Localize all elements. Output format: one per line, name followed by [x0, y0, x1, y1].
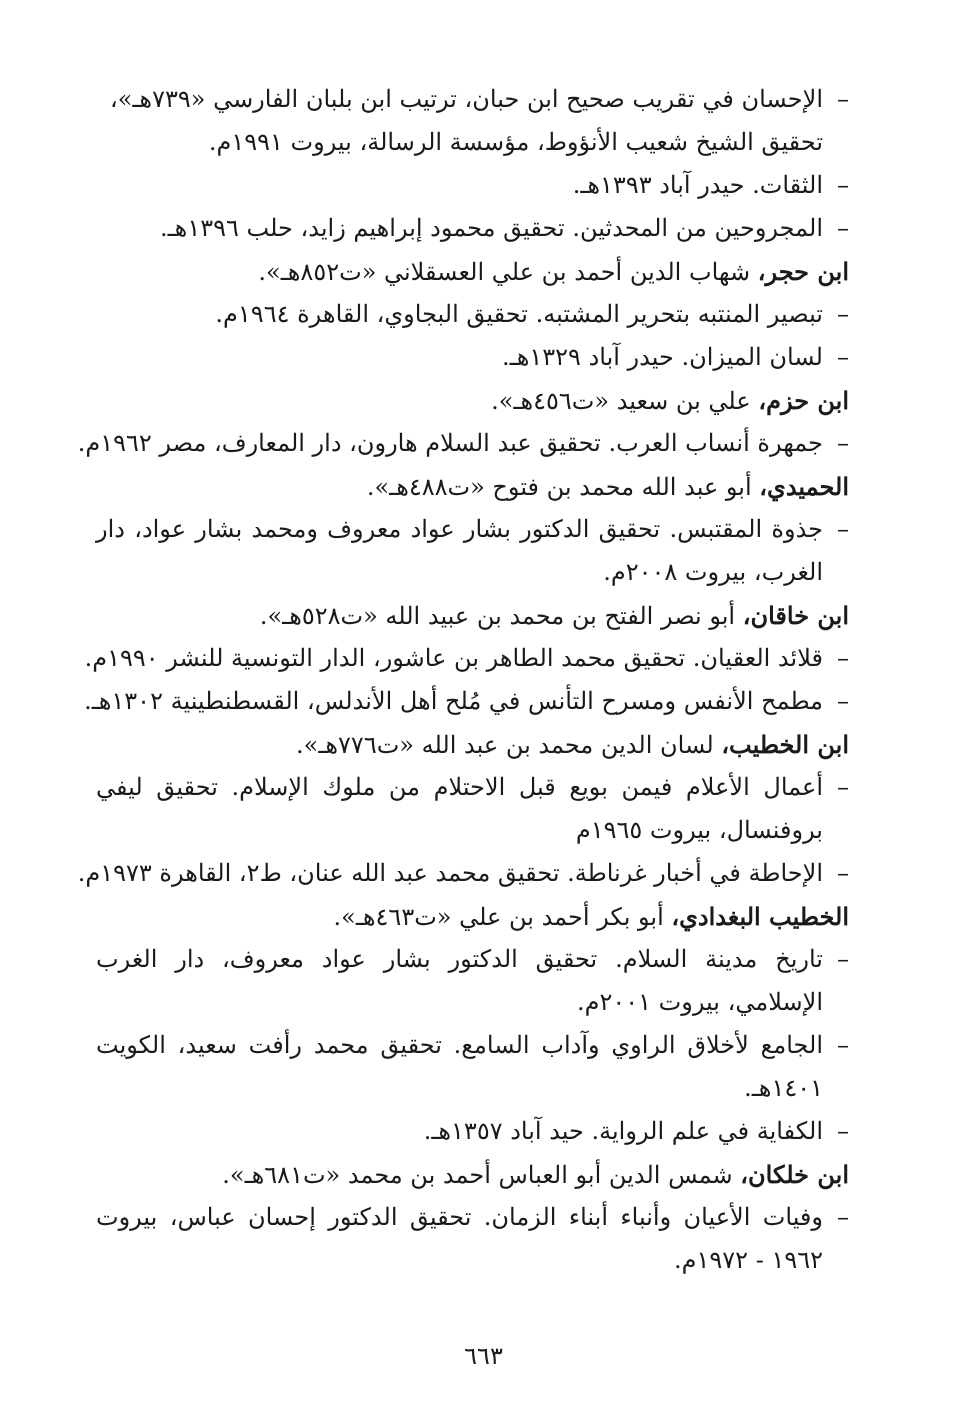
- work-text: الكفاية في علم الرواية. حيد آباد ١٣٥٧هـ.: [423, 1117, 823, 1145]
- author-name: ابن الخطيب،: [721, 730, 849, 759]
- work-entry: [84, 637, 849, 680]
- work-continuation: الإسلامي، بيروت ٢٠٠١م.: [576, 988, 823, 1016]
- dash-marker: –: [837, 300, 849, 328]
- dash-marker: –: [837, 1117, 849, 1145]
- work-text: قلائد العقيان. تحقيق محمد الطاهر بن عاشور، الدار التونسية للنشر ١٩٩٠م.: [84, 644, 823, 672]
- work-text: مطمح الأنفس ومسرح التأنس في مُلح أهل الأندلس، القسطنطينية ١٣٠٢هـ.: [84, 687, 823, 715]
- author-entry: [96, 895, 849, 938]
- author-details: لسان الدين محمد بن عبد الله «ت٧٧٦هـ».: [296, 731, 714, 759]
- work-text: المجروحين من المحدثين. تحقيق محمود إبراهيم زايد، حلب ١٣٩٦هـ.: [160, 214, 823, 242]
- author-details: أبو عبد الله محمد بن فتوح «ت٤٨٨هـ».: [366, 473, 752, 501]
- dash-marker: –: [837, 515, 849, 543]
- work-entry: [96, 1024, 849, 1067]
- work-text: الجامع لأخلاق الراوي وآداب السامع. تحقيق محمد رأفت سعيد، الكويت: [96, 1031, 824, 1059]
- author-details: شهاب الدين أحمد بن علي العسقلاني «ت٨٥٢هـ».: [258, 258, 751, 286]
- bibliography-page: [77, 78, 850, 1282]
- work-text: جمهرة أنساب العرب. تحقيق عبد السلام هارون، دار المعارف، مصر ١٩٦٢م.: [77, 429, 823, 457]
- dash-marker: –: [837, 773, 849, 801]
- work-entry: [96, 207, 849, 250]
- author-name: الخطيب البغدادي،: [671, 902, 849, 931]
- work-entry: [96, 1196, 849, 1239]
- dash-marker: –: [837, 1031, 850, 1059]
- author-entry: [96, 1153, 849, 1196]
- dash-marker: –: [837, 945, 849, 973]
- dash-marker: –: [837, 85, 849, 113]
- author-entry: [96, 250, 849, 293]
- work-continuation: بروفنسال، بيروت ١٩٦٥م: [575, 816, 823, 844]
- author-details: علي بن سعيد «ت٤٥٦هـ».: [491, 387, 751, 415]
- author-details: شمس الدين أبو العباس أحمد بن محمد «ت٦٨١هـ».: [222, 1161, 733, 1189]
- author-name: الحميدي،: [759, 472, 849, 501]
- dash-marker: –: [837, 429, 849, 457]
- work-text: جذوة المقتبس. تحقيق الدكتور بشار عواد معروف ومحمد بشار عواد، دار: [96, 515, 823, 543]
- dash-marker: –: [837, 214, 849, 242]
- work-entry: [77, 852, 849, 895]
- author-entry: [96, 594, 849, 637]
- work-entry: [96, 766, 849, 809]
- author-name: ابن خاقان،: [742, 601, 849, 630]
- author-details: أبو نصر الفتح بن محمد بن عبيد الله «ت٥٢٨هـ».: [259, 602, 736, 630]
- work-entry: [96, 164, 849, 207]
- work-entry: [84, 680, 849, 723]
- author-entry: [96, 723, 849, 766]
- dash-marker: –: [837, 644, 849, 672]
- work-entry: [96, 336, 849, 379]
- author-name: ابن خلكان،: [740, 1160, 849, 1189]
- work-text: الإحاطة في أخبار غرناطة. تحقيق محمد عبد الله عنان، ط٢، القاهرة ١٩٧٣م.: [77, 859, 823, 887]
- dash-marker: –: [837, 687, 849, 715]
- work-entry: [96, 78, 849, 121]
- author-entry: [96, 465, 849, 508]
- work-text: أعمال الأعلام فيمن بويع قبل الاحتلام من ملوك الإسلام. تحقيق ليفي: [96, 773, 823, 801]
- page-number: ٦٦٣: [464, 1342, 503, 1370]
- work-text: لسان الميزان. حيدر آباد ١٣٢٩هـ.: [502, 343, 823, 371]
- dash-marker: –: [837, 859, 849, 887]
- dash-marker: –: [837, 171, 849, 199]
- author-details: أبو بكر أحمد بن علي «ت٤٦٣هـ».: [333, 903, 664, 931]
- work-entry: [96, 938, 849, 981]
- work-text: الثقات. حيدر آباد ١٣٩٣هـ.: [572, 171, 823, 199]
- work-text: تاريخ مدينة السلام. تحقيق الدكتور بشار عواد معروف، دار الغرب: [96, 945, 823, 973]
- work-entry: [96, 1110, 849, 1153]
- work-entry: [96, 293, 849, 336]
- author-name: ابن حزم،: [758, 386, 849, 415]
- work-continuation: تحقيق الشيخ شعيب الأنؤوط، مؤسسة الرسالة، بيروت ١٩٩١م.: [208, 128, 823, 156]
- author-entry: [96, 379, 849, 422]
- work-text: الإحسان في تقريب صحيح ابن حبان، ترتيب ابن بلبان الفارسي «٧٣٩هـ»،: [109, 85, 823, 113]
- work-entry: [77, 422, 849, 465]
- dash-marker: –: [837, 1203, 849, 1231]
- author-name: ابن حجر،: [757, 257, 849, 286]
- work-continuation: الغرب، بيروت ٢٠٠٨م.: [603, 558, 823, 586]
- work-text: تبصير المنتبه بتحرير المشتبه. تحقيق البجاوي، القاهرة ١٩٦٤م.: [215, 300, 823, 328]
- work-entry: [96, 508, 849, 551]
- work-continuation: ١٤٠١هـ.: [744, 1074, 823, 1102]
- work-text: وفيات الأعيان وأنباء أبناء الزمان. تحقيق الدكتور إحسان عباس، بيروت: [96, 1203, 823, 1231]
- work-continuation: ١٩٦٢ - ١٩٧٢م.: [674, 1246, 823, 1274]
- dash-marker: –: [837, 343, 849, 371]
